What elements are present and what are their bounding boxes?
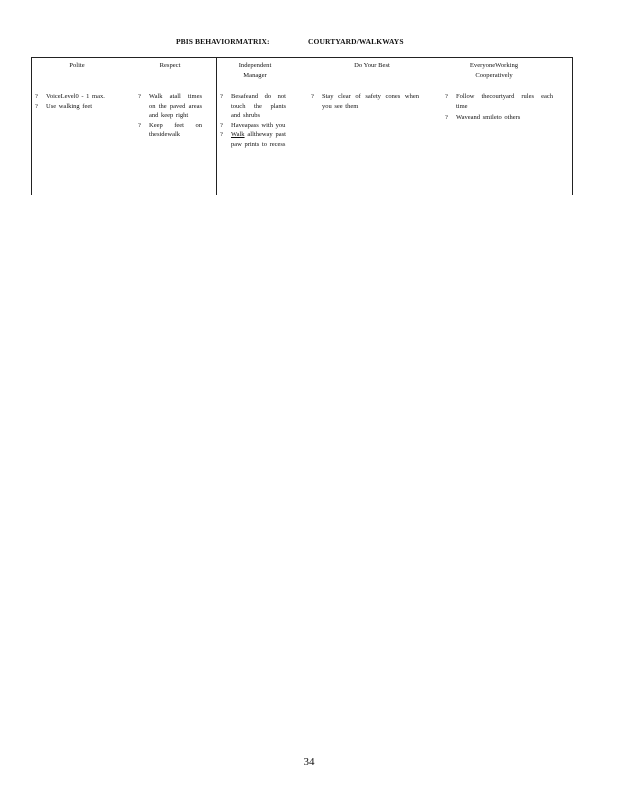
list-item	[311, 92, 419, 111]
list-item	[138, 121, 202, 140]
list-item	[220, 121, 286, 131]
bullet: ?	[220, 93, 223, 100]
list-item	[35, 102, 109, 112]
list-item	[138, 92, 202, 121]
item-text: Waveand smileto others	[456, 114, 521, 122]
underlined-word: Walk	[231, 131, 245, 139]
bullet: ?	[138, 121, 141, 129]
page-number: 34	[303, 756, 315, 768]
item-text: Keep feet on thesidewalk	[149, 121, 202, 139]
column-do-your-best	[311, 92, 419, 111]
header-respect: Respect	[159, 62, 181, 69]
item-text: Follow thecourtyard rules each time	[456, 93, 553, 110]
list-item	[445, 92, 553, 111]
item-text: Besafeand do not touch the plants and shrubs	[231, 93, 286, 120]
bullet: ?	[445, 114, 448, 122]
column-polite	[35, 92, 109, 111]
header-do-your-best: Do Your Best	[354, 62, 390, 69]
bullet: ?	[35, 102, 38, 110]
bullet: ?	[445, 93, 448, 100]
item-text-rest: alltheway past paw prints to recess	[231, 131, 286, 148]
item-text: Stay clear of safety cones when you see them	[322, 93, 419, 110]
item-text: Haveapass with you	[231, 121, 286, 129]
bullet: ?	[220, 121, 223, 129]
behavior-matrix-table	[31, 57, 573, 195]
list-item	[220, 130, 286, 149]
title-left: PBIS BEHAVIORMATRIX:	[176, 37, 270, 46]
item-text: Use walking feet	[46, 102, 93, 110]
item-text: Walk atall times on the paved areas and keep right	[149, 93, 202, 120]
bullet: ?	[220, 131, 223, 139]
column-everyone-working	[445, 92, 553, 123]
bullet: ?	[311, 93, 314, 100]
column-respect	[138, 92, 202, 140]
header-independent-manager: Independent Manager	[238, 62, 272, 79]
header-polite: Polite	[69, 62, 85, 69]
column-independent-manager	[220, 92, 286, 150]
list-item	[35, 92, 109, 102]
list-item	[220, 92, 286, 121]
list-item	[445, 113, 553, 123]
item-text	[231, 130, 286, 149]
item-text: VoiceLevel0 - 1 max.	[46, 93, 105, 100]
title-right: COURTYARD/WALKWAYS	[308, 37, 404, 46]
header-everyone-working-cooperatively: EveryoneWorking Cooperatively	[469, 62, 519, 79]
column-divider	[216, 58, 217, 195]
bullet: ?	[138, 93, 141, 100]
bullet: ?	[35, 93, 38, 100]
